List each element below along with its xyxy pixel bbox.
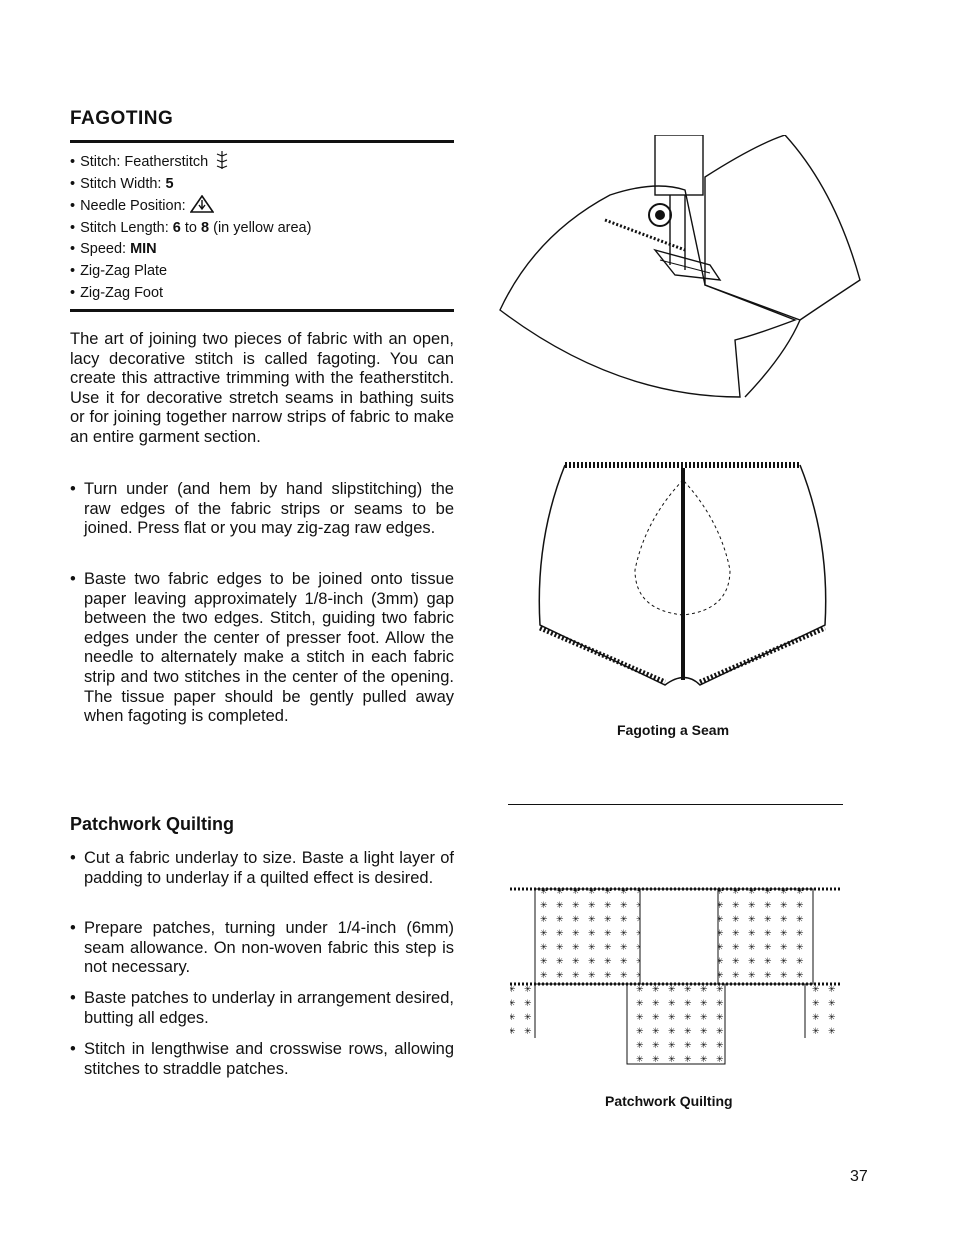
spec-stitch-width: • Stitch Width: 5 — [70, 174, 311, 196]
patchwork-step-3: • Baste patches to underlay in arrangement desired, butting all edges. — [70, 989, 454, 1028]
patchwork-step-4: • Stitch in lengthwise and crosswise rows, allowing stitches to straddle patches. — [70, 1040, 454, 1079]
patchwork-title: Patchwork Quilting — [70, 814, 235, 834]
spec-foot: • Zig-Zag Foot — [70, 283, 311, 305]
page-number: 37 — [850, 1168, 868, 1185]
spec-needle-position: • Needle Position: — [70, 195, 311, 218]
garment-fagoting-illustration — [535, 460, 835, 705]
spec-speed: • Speed: MIN — [70, 239, 311, 261]
spec-stitch: • Stitch: Featherstitch — [70, 150, 311, 174]
fagoting-caption: Fagoting a Seam — [617, 722, 730, 738]
right-divider — [508, 804, 843, 805]
patchwork-quilting-illustration — [505, 883, 845, 1068]
fagoting-intro: The art of joining two pieces of fabric with an open, lacy decorative stitch is called fagoting. You can create this attractive trimming with the featherstitch. Use it for decorative stretch seams in bathing suits or for joining together narrow strips of fabric to make an entire garment section. — [70, 330, 454, 446]
bottom-rule — [70, 309, 454, 312]
fagoting-title: FAGOTING — [70, 108, 174, 129]
patchwork-step-2: • Prepare patches, turning under 1/4-inch (6mm) seam allowance. On non-woven fabric this step is not necessary. — [70, 919, 454, 978]
top-rule — [70, 140, 454, 143]
fagoting-step-2: • Baste two fabric edges to be joined onto tissue paper leaving approximately 1/8-inch (3mm) gap between the two edges. Stitch, guiding two fabric edges under the center of presser foot. Allow the needle to alternately make a stitch in each fabric strip and two stitches in the center of the opening. The tissue paper should be gently pulled away when fagoting is completed. — [70, 570, 454, 727]
fagoting-step-1: • Turn under (and hem by hand slipstitching) the raw edges of the fabric strips or seams to be joined. Press flat or you may zig-zag raw edges. — [70, 480, 454, 539]
sewing-machine-foot-illustration — [495, 135, 875, 415]
patchwork-caption: Patchwork Quilting — [605, 1093, 733, 1109]
needle-position-triangle-icon — [190, 195, 214, 213]
stitch-settings-list — [70, 150, 311, 304]
featherstitch-symbol-icon — [215, 150, 229, 170]
spec-plate: • Zig-Zag Plate — [70, 261, 311, 283]
spec-stitch-length: • Stitch Length: 6 to 8 (in yellow area) — [70, 218, 311, 240]
patchwork-step-1: • Cut a fabric underlay to size. Baste a light layer of padding to underlay if a quilted effect is desired. — [70, 849, 454, 888]
